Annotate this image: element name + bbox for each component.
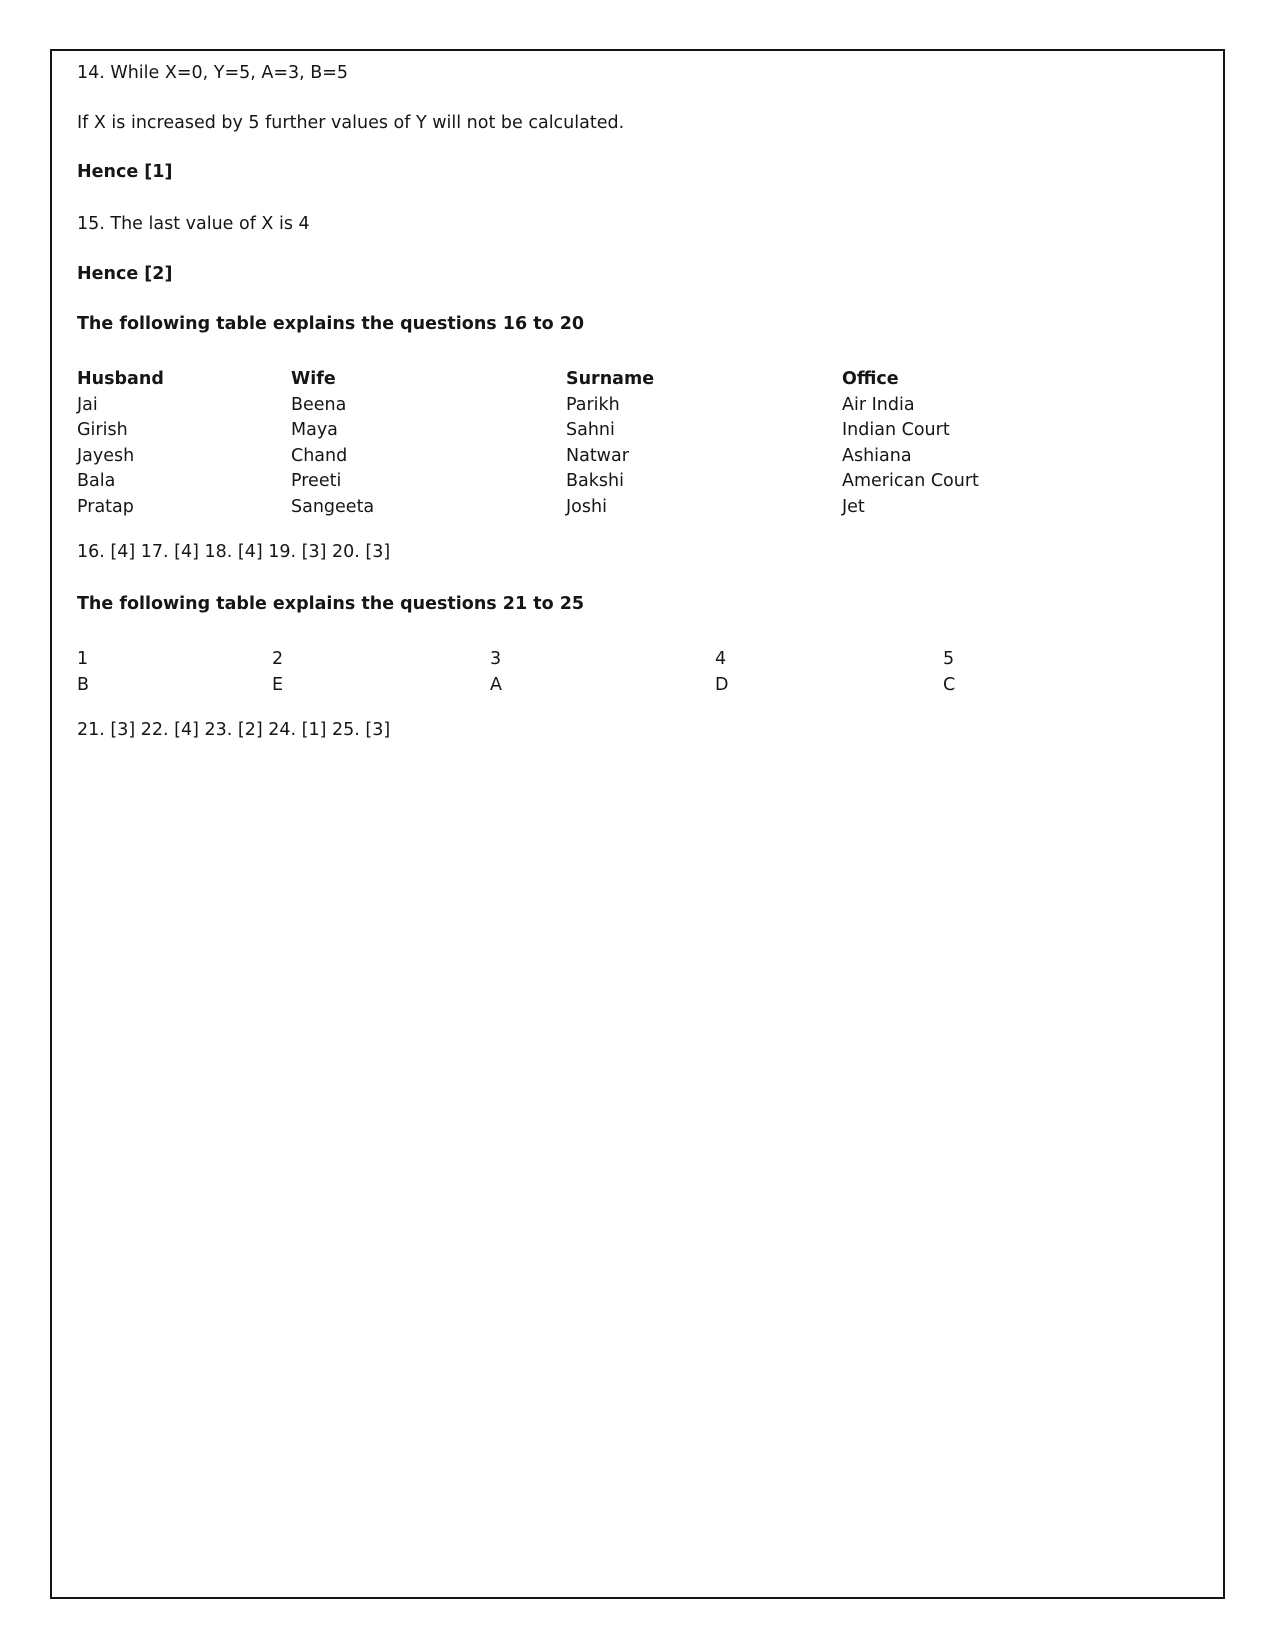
table-row	[77, 469, 1197, 495]
explanation-line-14: If X is increased by 5 further values of Y will not be calculated.	[77, 113, 625, 133]
table-cell: A	[490, 674, 502, 695]
table-cell: Indian Court	[842, 420, 950, 440]
table-cell: Girish	[77, 420, 128, 440]
answer-line-14: 14. While X=0, Y=5, A=3, B=5	[77, 63, 349, 83]
table-cell: Air India	[842, 394, 915, 415]
answers-16-20: 16. [4] 17. [4] 18. [4] 19. [3] 20. [3]	[77, 542, 391, 562]
table-cell: Sahni	[566, 420, 615, 440]
explanation-table-21-25	[77, 647, 1197, 698]
table-header-row	[77, 367, 1197, 393]
table-header-1: 1	[77, 649, 89, 669]
hence-answer-1: Hence [1]	[77, 162, 173, 182]
table-cell: D	[715, 674, 729, 695]
answer-line-15: 15. The last value of X is 4	[77, 214, 310, 234]
table-row	[77, 418, 1197, 444]
table-cell: Bakshi	[566, 471, 624, 491]
document-content	[52, 51, 1223, 740]
table-cell: Jayesh	[77, 445, 135, 466]
table-cell: Jai	[77, 394, 98, 415]
table-row	[77, 495, 1197, 521]
section-heading-16-20: The following table explains the questions 16 to 20	[77, 314, 585, 334]
table-cell: Natwar	[566, 445, 629, 466]
explanation-table-16-20	[77, 367, 1197, 520]
table-header-row	[77, 647, 1197, 673]
table-cell: Preeti	[291, 471, 342, 491]
table-cell: Ashiana	[842, 445, 912, 466]
table-cell: E	[272, 674, 284, 695]
table-cell: Parikh	[566, 394, 620, 415]
table-row	[77, 673, 1197, 699]
table-cell: C	[943, 674, 956, 695]
table-cell: Beena	[291, 394, 347, 415]
hence-answer-2: Hence [2]	[77, 264, 173, 284]
table-header-5: 5	[943, 649, 955, 669]
table-cell: Bala	[77, 471, 116, 491]
table-header-office: Office	[842, 369, 899, 389]
table-cell: Joshi	[566, 496, 607, 517]
section-heading-21-25: The following table explains the questions 21 to 25	[77, 594, 585, 614]
table-cell: Jet	[842, 496, 865, 517]
table-header-wife: Wife	[291, 369, 336, 389]
table-row	[77, 444, 1197, 470]
table-row	[77, 393, 1197, 419]
table-header-4: 4	[715, 649, 727, 669]
table-cell: Sangeeta	[291, 496, 375, 517]
table-header-2: 2	[272, 649, 284, 669]
table-header-3: 3	[490, 649, 502, 669]
table-header-surname: Surname	[566, 369, 655, 389]
table-cell: American Court	[842, 471, 979, 491]
table-cell: Pratap	[77, 496, 134, 517]
table-cell: Chand	[291, 445, 348, 466]
table-cell: B	[77, 674, 90, 695]
answers-21-25: 21. [3] 22. [4] 23. [2] 24. [1] 25. [3]	[77, 720, 391, 740]
table-cell: Maya	[291, 420, 338, 440]
table-header-husband: Husband	[77, 369, 164, 389]
document-page-border	[50, 49, 1225, 1599]
